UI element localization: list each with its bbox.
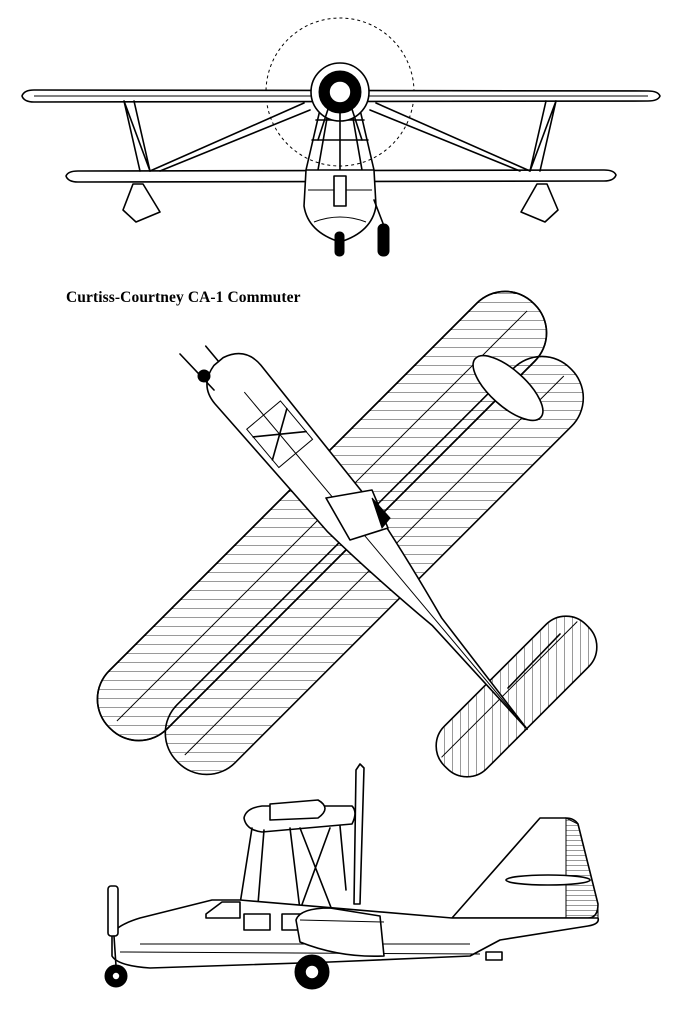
front-view <box>22 18 660 256</box>
main-wheel-front <box>378 224 389 256</box>
wingtip-float-left <box>123 184 160 222</box>
drawing-title: Curtiss-Courtney CA-1 Commuter <box>66 289 301 306</box>
nose-gear-strut <box>108 886 118 936</box>
interplane-struts-right <box>530 101 556 171</box>
tailplane-side <box>506 875 590 885</box>
cabin-window-1 <box>244 914 270 930</box>
top-view <box>81 275 614 808</box>
interplane-struts-left <box>124 101 150 171</box>
propeller-side <box>354 764 364 904</box>
nose-wheel-front <box>335 232 344 256</box>
wingtip-float-right <box>521 184 558 222</box>
side-view <box>105 764 598 989</box>
